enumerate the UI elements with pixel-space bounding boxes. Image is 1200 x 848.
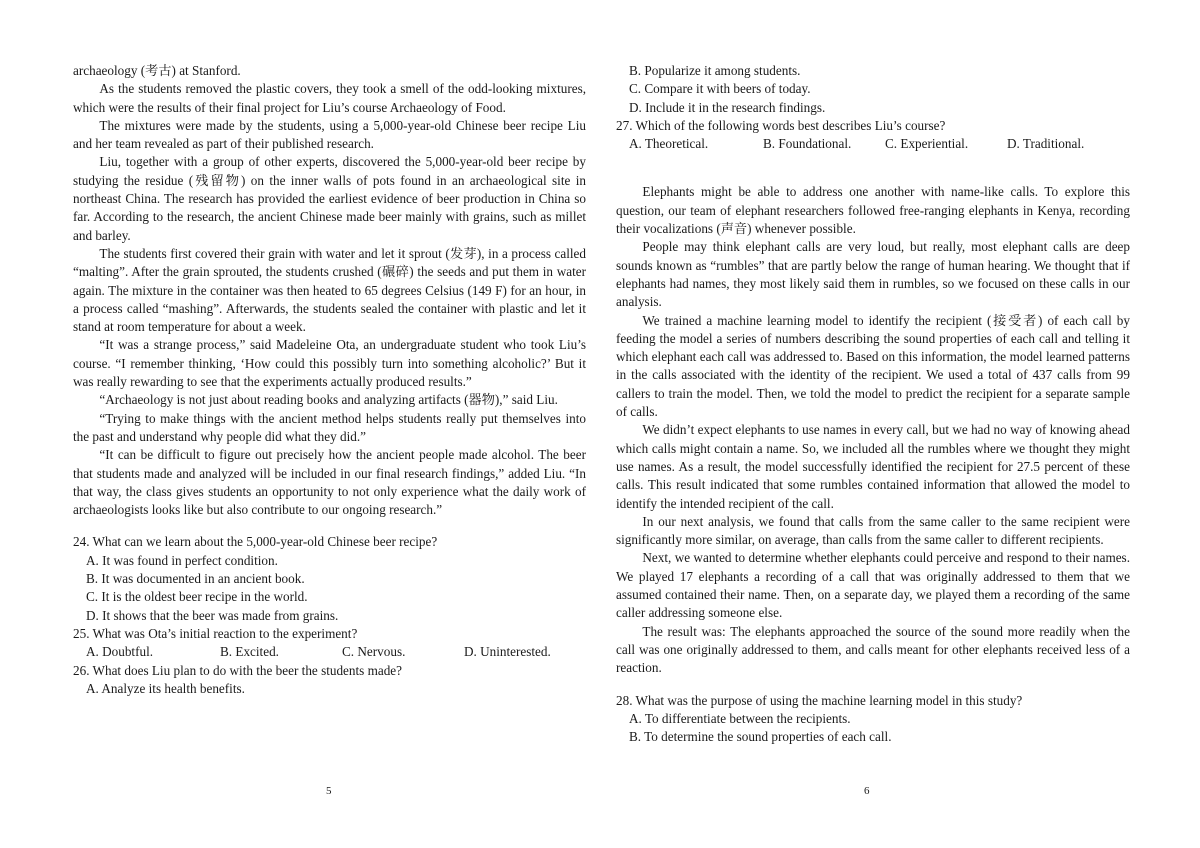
answer-option: D. It shows that the beer was made from grains. — [86, 607, 339, 623]
answer-options-row — [73, 643, 586, 661]
passage-paragraph: We didn’t expect elephants to use names in every call, but we had no way of knowing ahead which calls might contain a name. So, we included all the rumbles where we thought they might use names. As a result, the model successfully identified the recipient for 27.5 percent of these calls. This result indicated that some rumbles contained information that allowed the model to identify the intended recipient of the call. — [616, 422, 1130, 511]
passage-paragraph: archaeology (考古) at Stanford. — [73, 63, 241, 78]
question-text: 26. What does Liu plan to do with the beer the students made? — [73, 662, 402, 678]
question-text: 25. What was Ota’s initial reaction to the experiment? — [73, 625, 358, 641]
passage-paragraph: The students first covered their grain with water and let it sprout (发芽), in a process called “malting”. After the grain sprouted, the students crushed (碾碎) the seeds and put them in water again. The mixture in the container was then heated to 65 degrees Celsius (149 F) for an hour, in a process called “mashing”. Afterwards, the students sealed the container with plastic and let it stand at room temperature for about a week. — [73, 245, 586, 335]
passage-paragraph: People may think elephant calls are very loud, but really, most elephant calls are deep sounds known as “rumbles” that are partly below the range of human hearing. We thought that if elephants had names, they most likely said them in rumbles, so we focused on these calls in our analysis. — [616, 239, 1130, 310]
passage-paragraph: The mixtures were made by the students, using a 5,000-year-old Chinese beer recipe Liu and her team revealed as part of their published research. — [73, 117, 586, 152]
passage-paragraph: “It can be difficult to figure out precisely how the ancient people made alcohol. The beer that students made and analyzed will be included in our final research findings,” added Liu. “In that way, the class gives students an opportunity to not only experience what the daily work of archaeologists looks like but also contribute to our ongoing research.” — [73, 447, 586, 518]
answer-option: C. Experiential. — [885, 136, 969, 152]
answer-option: C. Nervous. — [342, 644, 406, 660]
question-26-continued — [616, 62, 1130, 117]
answer-option: A. Analyze its health benefits. — [86, 680, 245, 696]
passage-paragraph: “It was a strange process,” said Madeleine Ota, an undergraduate student who took Liu’s course. “I remember thinking, ‘How could this possibly turn into something alcoholic?’ But it was really rewarding to see that the experiments actually produced results.” — [73, 337, 586, 390]
passage-paragraph: We trained a machine learning model to identify the recipient (接受者) of each call by feeding the model a series of numbers describing the sound properties of each call and telling it which elephant each call was addressed to. Based on this information, the model learned patterns in the calls associated with the identity of the recipient. We used a total of 437 calls from 99 callers to train the model. Then, we told the model to predict the recipient for a separate sample of calls. — [616, 312, 1130, 420]
answer-option: C. It is the oldest beer recipe in the world. — [86, 589, 308, 605]
right-page-column — [616, 62, 1130, 746]
passage-paragraph: Next, we wanted to determine whether elephants could perceive and respond to their names. We played 17 elephants a recording of a call that was originally addressed to them that we assumed contained their name. Then, on a separate day, we played them a recording of the same caller addressing someone else. — [616, 550, 1130, 621]
answer-option: A. To differentiate between the recipients. — [629, 710, 851, 726]
page-number: 6 — [864, 785, 870, 797]
question-28 — [616, 692, 1130, 747]
passage-paragraph: Liu, together with a group of other experts, discovered the 5,000-year-old beer recipe by studying the residue (残留物) on the inner walls of pots found in an archaeological site in northeast China. The research has provided the earliest evidence of beer production in China so far. According to the research, the ancient Chinese made beer mainly with grains, such as millet and barley. — [73, 154, 586, 243]
passage-paragraph: “Trying to make things with the ancient method helps students really put themselves into the past and understand why people did what they did.” — [73, 410, 586, 444]
answer-option: B. Foundational. — [763, 136, 852, 152]
question-text: 28. What was the purpose of using the machine learning model in this study? — [616, 692, 1023, 708]
question-text: 24. What can we learn about the 5,000-year-old Chinese beer recipe? — [73, 534, 438, 550]
answer-option: A. Doubtful. — [86, 644, 154, 660]
passage-paragraph: The result was: The elephants approached the source of the sound more readily when the call was one originally addressed to them, and calls meant for other elephants received less of a reaction. — [616, 623, 1130, 676]
question-text: 27. Which of the following words best describes Liu’s course? — [616, 117, 946, 133]
answer-option: B. To determine the sound properties of each call. — [629, 729, 892, 745]
left-page-column — [73, 62, 586, 698]
answer-option: C. Compare it with beers of today. — [629, 81, 811, 97]
answer-option: B. It was documented in an ancient book. — [86, 571, 305, 587]
answer-option: B. Excited. — [220, 644, 279, 660]
answer-option: D. Include it in the research findings. — [629, 99, 826, 115]
answer-option: A. It was found in perfect condition. — [86, 552, 278, 568]
question-26 — [73, 662, 586, 699]
passage-paragraph: Elephants might be able to address one another with name-like calls. To explore this question, our team of elephant researchers followed free-ranging elephants in Kenya, recording their vocalizations (声音) whenever possible. — [616, 184, 1130, 237]
answer-option: B. Popularize it among students. — [629, 63, 801, 78]
answer-option: D. Uninterested. — [464, 644, 551, 660]
question-25 — [73, 625, 586, 662]
question-27 — [616, 117, 1130, 154]
answer-option: A. Theoretical. — [629, 136, 709, 152]
page-number: 5 — [326, 785, 332, 797]
question-24 — [73, 533, 586, 624]
answer-option: D. Traditional. — [1007, 136, 1085, 152]
passage-paragraph: As the students removed the plastic covers, they took a smell of the odd-looking mixtures, which were the results of their final project for Liu’s course Archaeology of Food. — [73, 81, 586, 115]
passage-paragraph: In our next analysis, we found that calls from the same caller to the same recipient were significantly more similar, on average, than calls from the same caller to different recipients. — [616, 513, 1130, 548]
answer-options-row — [616, 135, 1130, 153]
passage-paragraph: “Archaeology is not just about reading books and analyzing artifacts (器物),” said Liu. — [99, 392, 558, 408]
